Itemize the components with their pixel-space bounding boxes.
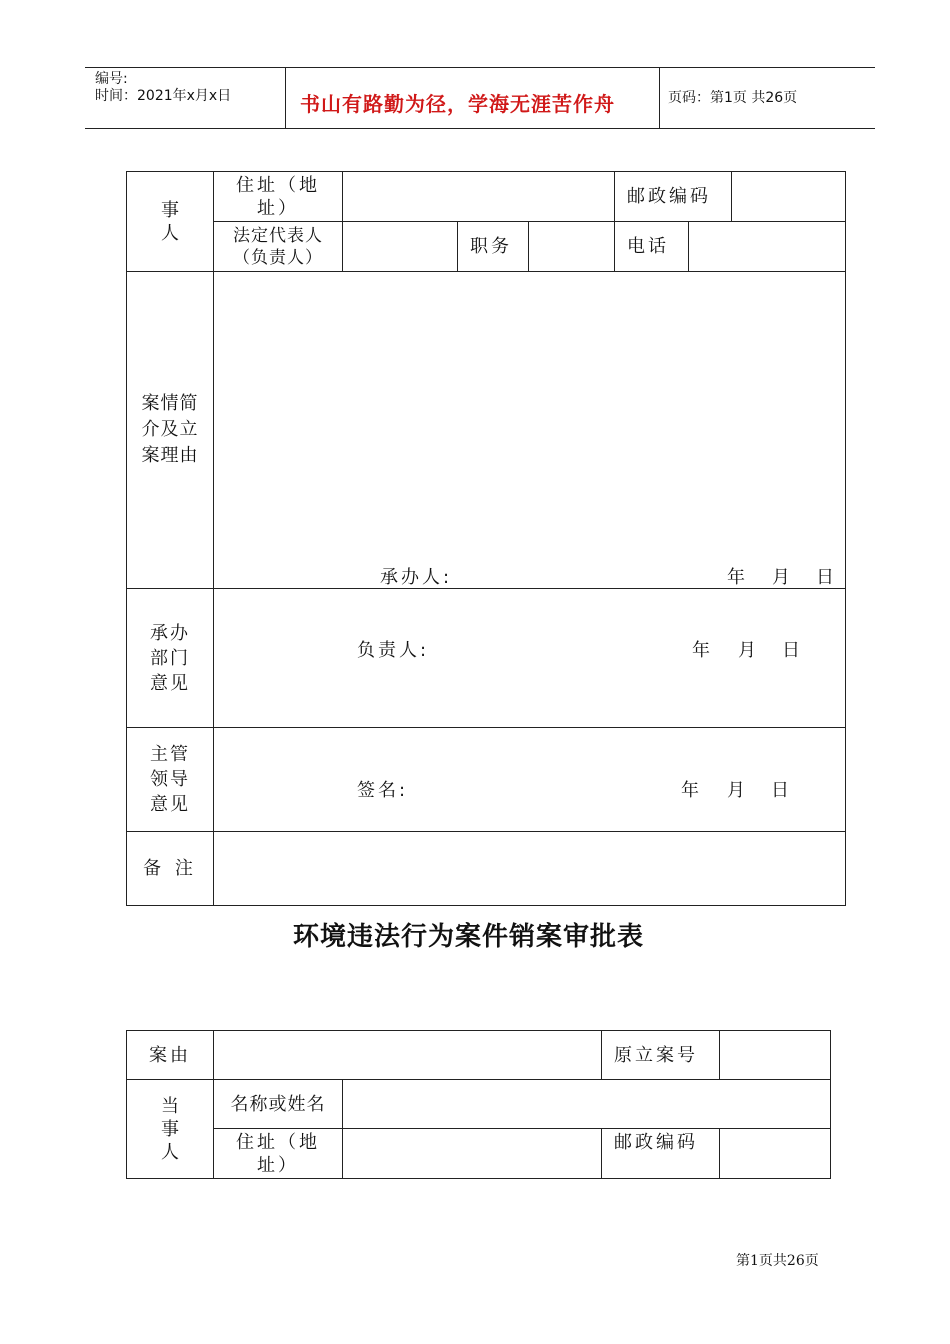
case-summary-label-cell xyxy=(126,271,214,589)
header-page-label: 页码：第1页 共26页 xyxy=(668,90,798,106)
handler-sign-label: 承办人: xyxy=(380,567,453,588)
name-label-cell xyxy=(213,1079,343,1129)
address2-value-cell[interactable] xyxy=(342,1128,602,1179)
responsible-sign-label: 负责人: xyxy=(357,640,430,661)
handler-year-label: 年 xyxy=(727,567,748,588)
postcode-value-cell[interactable] xyxy=(731,171,846,222)
address-value-cell[interactable] xyxy=(342,171,615,222)
dept-opinion-label-cell xyxy=(126,588,214,728)
cause-value-cell[interactable] xyxy=(213,1030,602,1080)
dept-year-label: 年 xyxy=(692,640,713,661)
leader-opinion-label-cell xyxy=(126,727,214,832)
name-value-cell[interactable] xyxy=(342,1079,831,1129)
postcode-label: 邮政编码 xyxy=(627,186,711,207)
header-divider-2 xyxy=(659,67,660,129)
leader-day-label: 日 xyxy=(771,780,792,801)
dept-month-label: 月 xyxy=(738,640,759,661)
handler-day-label: 日 xyxy=(816,567,837,588)
header-divider-1 xyxy=(285,67,286,129)
party-label: 事人 xyxy=(161,199,179,244)
header-number-label: 编号: xyxy=(95,71,128,87)
party2-label: 当事人 xyxy=(161,1095,179,1163)
position-label: 职务 xyxy=(470,236,512,257)
address-label: 住址（地址） xyxy=(236,174,320,219)
leader-opinion-value-cell[interactable] xyxy=(213,727,846,832)
postcode2-label-cell xyxy=(601,1128,720,1179)
legal-rep-label-cell xyxy=(213,221,343,272)
leader-year-label: 年 xyxy=(681,780,702,801)
party-label-cell xyxy=(126,171,214,272)
remarks-label: 备 注 xyxy=(143,858,197,879)
postcode2-label: 邮政编码 xyxy=(614,1132,698,1153)
leader-opinion-label: 主管领导意见 xyxy=(150,744,190,815)
name-label: 名称或姓名 xyxy=(230,1093,326,1115)
postcode-label-cell xyxy=(614,171,732,222)
header-motto: 书山有路勤为径，学海无涯苦作舟 xyxy=(300,92,615,116)
postcode2-value-cell[interactable] xyxy=(719,1128,831,1179)
header-top-rule xyxy=(85,67,875,68)
phone-value-cell[interactable] xyxy=(688,221,846,272)
remarks-label-cell xyxy=(126,831,214,906)
legal-rep-label: 法定代表人（负责人） xyxy=(233,225,323,268)
signature-sign-label: 签名: xyxy=(357,780,409,801)
orig-case-no-label-cell xyxy=(601,1030,720,1080)
handler-month-label: 月 xyxy=(772,567,793,588)
address2-label-cell xyxy=(213,1128,343,1179)
position-value-cell[interactable] xyxy=(528,221,615,272)
form-title: 环境违法行为案件销案审批表 xyxy=(293,922,645,952)
header-bottom-rule xyxy=(85,128,875,129)
case-summary-value-cell[interactable] xyxy=(213,271,846,589)
case-summary-label: 案情简介及立案理由 xyxy=(141,393,199,466)
position-label-cell xyxy=(457,221,529,272)
footer-page-label: 第1页共26页 xyxy=(736,1253,819,1269)
orig-case-no-label: 原立案号 xyxy=(614,1044,698,1066)
legal-rep-value-cell[interactable] xyxy=(342,221,458,272)
dept-day-label: 日 xyxy=(782,640,803,661)
cause-label: 案由 xyxy=(149,1044,191,1066)
cause-label-cell xyxy=(126,1030,214,1080)
dept-opinion-label: 承办部门意见 xyxy=(150,622,190,694)
phone-label-cell xyxy=(614,221,689,272)
phone-label: 电话 xyxy=(627,236,669,257)
party2-label-cell xyxy=(126,1079,214,1179)
address2-label: 住址（地址） xyxy=(236,1131,320,1176)
remarks-value-cell[interactable] xyxy=(213,831,846,906)
orig-case-no-value-cell[interactable] xyxy=(719,1030,831,1080)
address-label-cell xyxy=(213,171,343,222)
header-time-label: 时间：2021年x月x日 xyxy=(95,88,232,104)
leader-month-label: 月 xyxy=(727,780,748,801)
